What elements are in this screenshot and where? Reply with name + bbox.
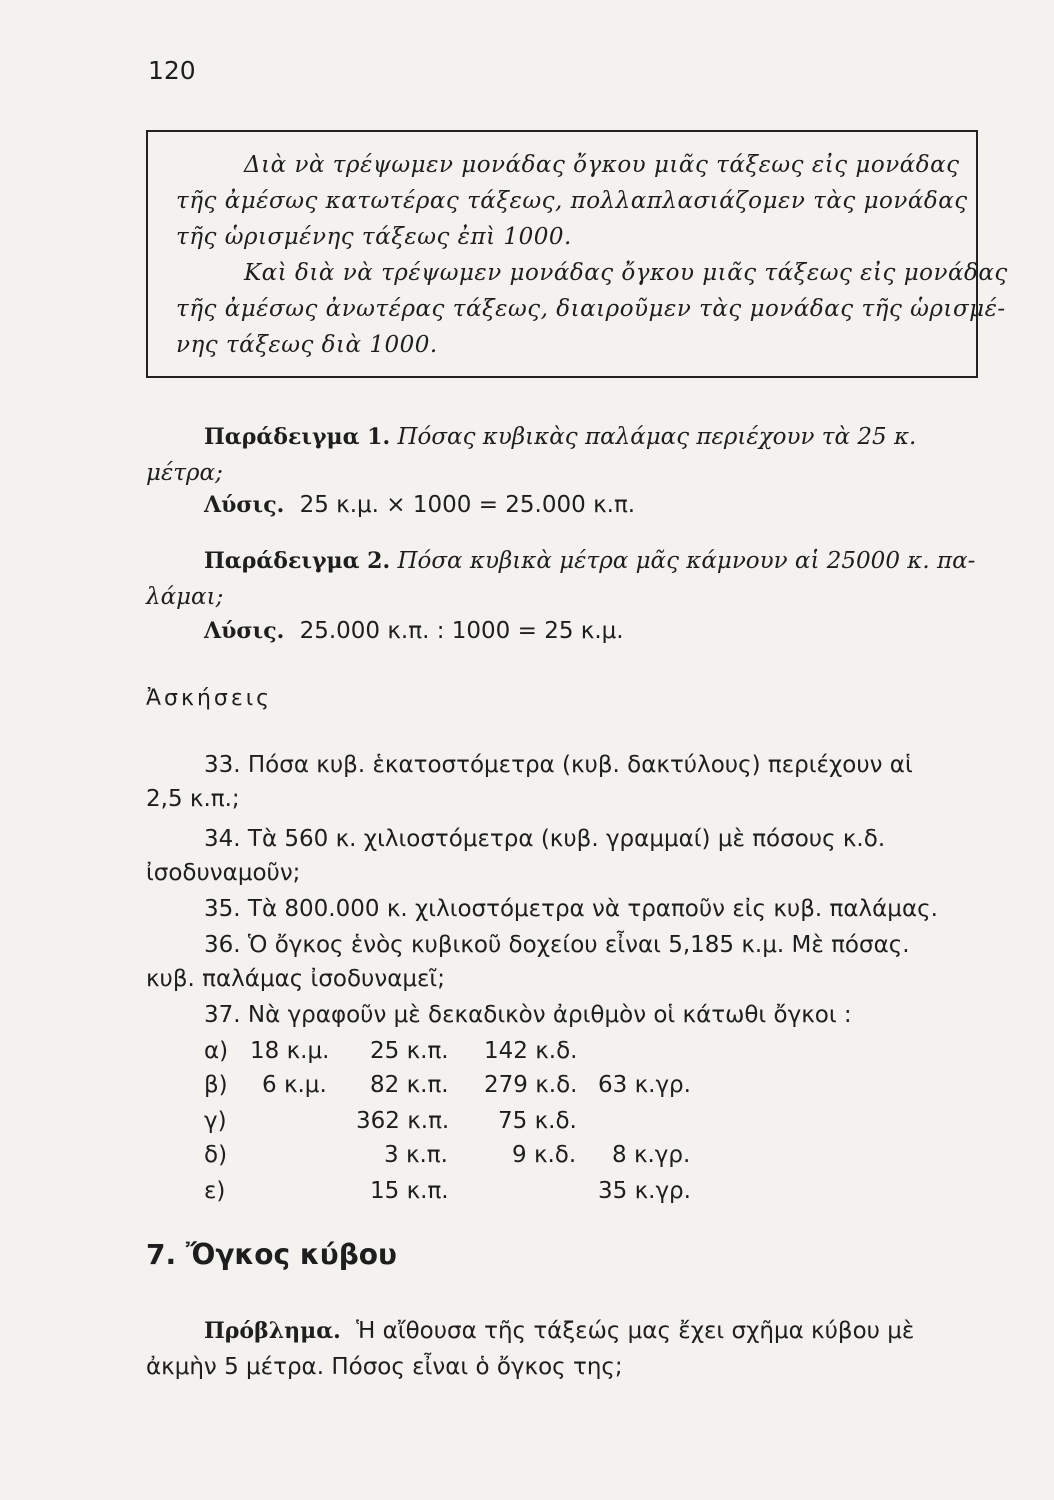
row-label: α) [204, 1038, 229, 1064]
example-1-text: Πόσας κυβικὰς παλάμας περιέχουν τὰ 25 κ. [397, 424, 917, 450]
exercise-35: 35. Τὰ 800.000 κ. χιλιοστόμετρα νὰ τραποῦν εἰς κυβ. παλάμας. [204, 896, 938, 922]
exercise-34-cont: ἰσοδυναμοῦν; [146, 860, 301, 886]
cell-cm3: 279 κ.δ. [484, 1072, 578, 1098]
problem [204, 1318, 914, 1344]
cell-dm3: 15 κ.π. [370, 1178, 449, 1204]
exercise-37: 37. Νὰ γραφοῦν μὲ δεκαδικὸν ἀριθμὸν οἱ κάτωθι ὄγκοι : [204, 1002, 852, 1028]
cell-mm3: 35 κ.γρ. [598, 1178, 691, 1204]
problem-text: Ἡ αἴθουσα τῆς τάξεώς μας ἔχει σχῆμα κύβου μὲ [356, 1318, 915, 1344]
example-1-question-cont: μέτρα; [146, 460, 223, 486]
solution-label: Λύσις. [204, 618, 285, 644]
section-title: 7. Ὄγκος κύβου [146, 1238, 397, 1271]
exercise-36: 36. Ὁ ὄγκος ἑνὸς κυβικοῦ δοχείου εἶναι 5,185 κ.μ. Μὲ πόσας. [204, 932, 910, 958]
rule-line: Καὶ διὰ νὰ τρέψωμεν μονάδας ὄγκου μιᾶς τάξεως εἰς μονάδας [244, 260, 1008, 286]
page-number: 120 [148, 56, 196, 85]
rule-line: Διὰ νὰ τρέψωμεν μονάδας ὄγκου μιᾶς τάξεως εἰς μονάδας [244, 152, 960, 178]
example-2-text: Πόσα κυβικὰ μέτρα μᾶς κάμνουν αἱ 25000 κ. πα- [397, 548, 976, 574]
cell-dm3: 25 κ.π. [370, 1038, 449, 1064]
cell-cm3: 9 κ.δ. [512, 1142, 577, 1168]
example-2-solution [204, 618, 624, 644]
solution-text: 25 κ.μ. × 1000 = 25.000 κ.π. [299, 492, 636, 518]
row-label: ε) [204, 1178, 226, 1204]
cell-m3: 6 κ.μ. [262, 1072, 327, 1098]
problem-label: Πρόβλημα. [204, 1318, 341, 1344]
solution-label: Λύσις. [204, 492, 285, 518]
exercise-33-cont: 2,5 κ.π.; [146, 786, 240, 812]
cell-mm3: 63 κ.γρ. [598, 1072, 691, 1098]
row-label: δ) [204, 1142, 228, 1168]
exercise-34: 34. Τὰ 560 κ. χιλιοστόμετρα (κυβ. γραμμαί) μὲ πόσους κ.δ. [204, 826, 886, 852]
example-2-question-cont: λάμαι; [146, 584, 224, 610]
example-1-question [204, 424, 916, 450]
cell-cm3: 75 κ.δ. [498, 1108, 577, 1134]
row-label: β) [204, 1072, 228, 1098]
example-2-question [204, 548, 975, 574]
example-2-label: Παράδειγμα 2. [204, 548, 391, 574]
row-label: γ) [204, 1108, 227, 1134]
example-1-solution [204, 492, 635, 518]
solution-text: 25.000 κ.π. : 1000 = 25 κ.μ. [299, 618, 624, 644]
rule-line: τῆς ἀμέσως ἀνωτέρας τάξεως, διαιροῦμεν τὰς μονάδας τῆς ὡρισμέ- [176, 296, 1006, 322]
problem-cont: ἀκμὴν 5 μέτρα. Πόσος εἶναι ὁ ὄγκος της; [146, 1354, 623, 1380]
example-1-label: Παράδειγμα 1. [204, 424, 391, 450]
cell-dm3: 3 κ.π. [384, 1142, 448, 1168]
cell-mm3: 8 κ.γρ. [612, 1142, 691, 1168]
cell-dm3: 362 κ.π. [356, 1108, 450, 1134]
exercise-33: 33. Πόσα κυβ. ἑκατοστόμετρα (κυβ. δακτύλους) περιέχουν αἱ [204, 752, 913, 778]
cell-m3: 18 κ.μ. [250, 1038, 330, 1064]
rule-line: νης τάξεως διὰ 1000. [176, 332, 438, 358]
cell-cm3: 142 κ.δ. [484, 1038, 578, 1064]
rule-line: τῆς ὡρισμένης τάξεως ἐπὶ 1000. [176, 224, 572, 250]
cell-dm3: 82 κ.π. [370, 1072, 449, 1098]
exercise-36-cont: κυβ. παλάμας ἰσοδυναμεῖ; [146, 966, 445, 992]
exercises-heading: Ἀσκήσεις [146, 686, 273, 711]
rule-line: τῆς ἀμέσως κατωτέρας τάξεως, πολλαπλασιάζομεν τὰς μονάδας [176, 188, 968, 214]
rule-box [146, 130, 1008, 378]
